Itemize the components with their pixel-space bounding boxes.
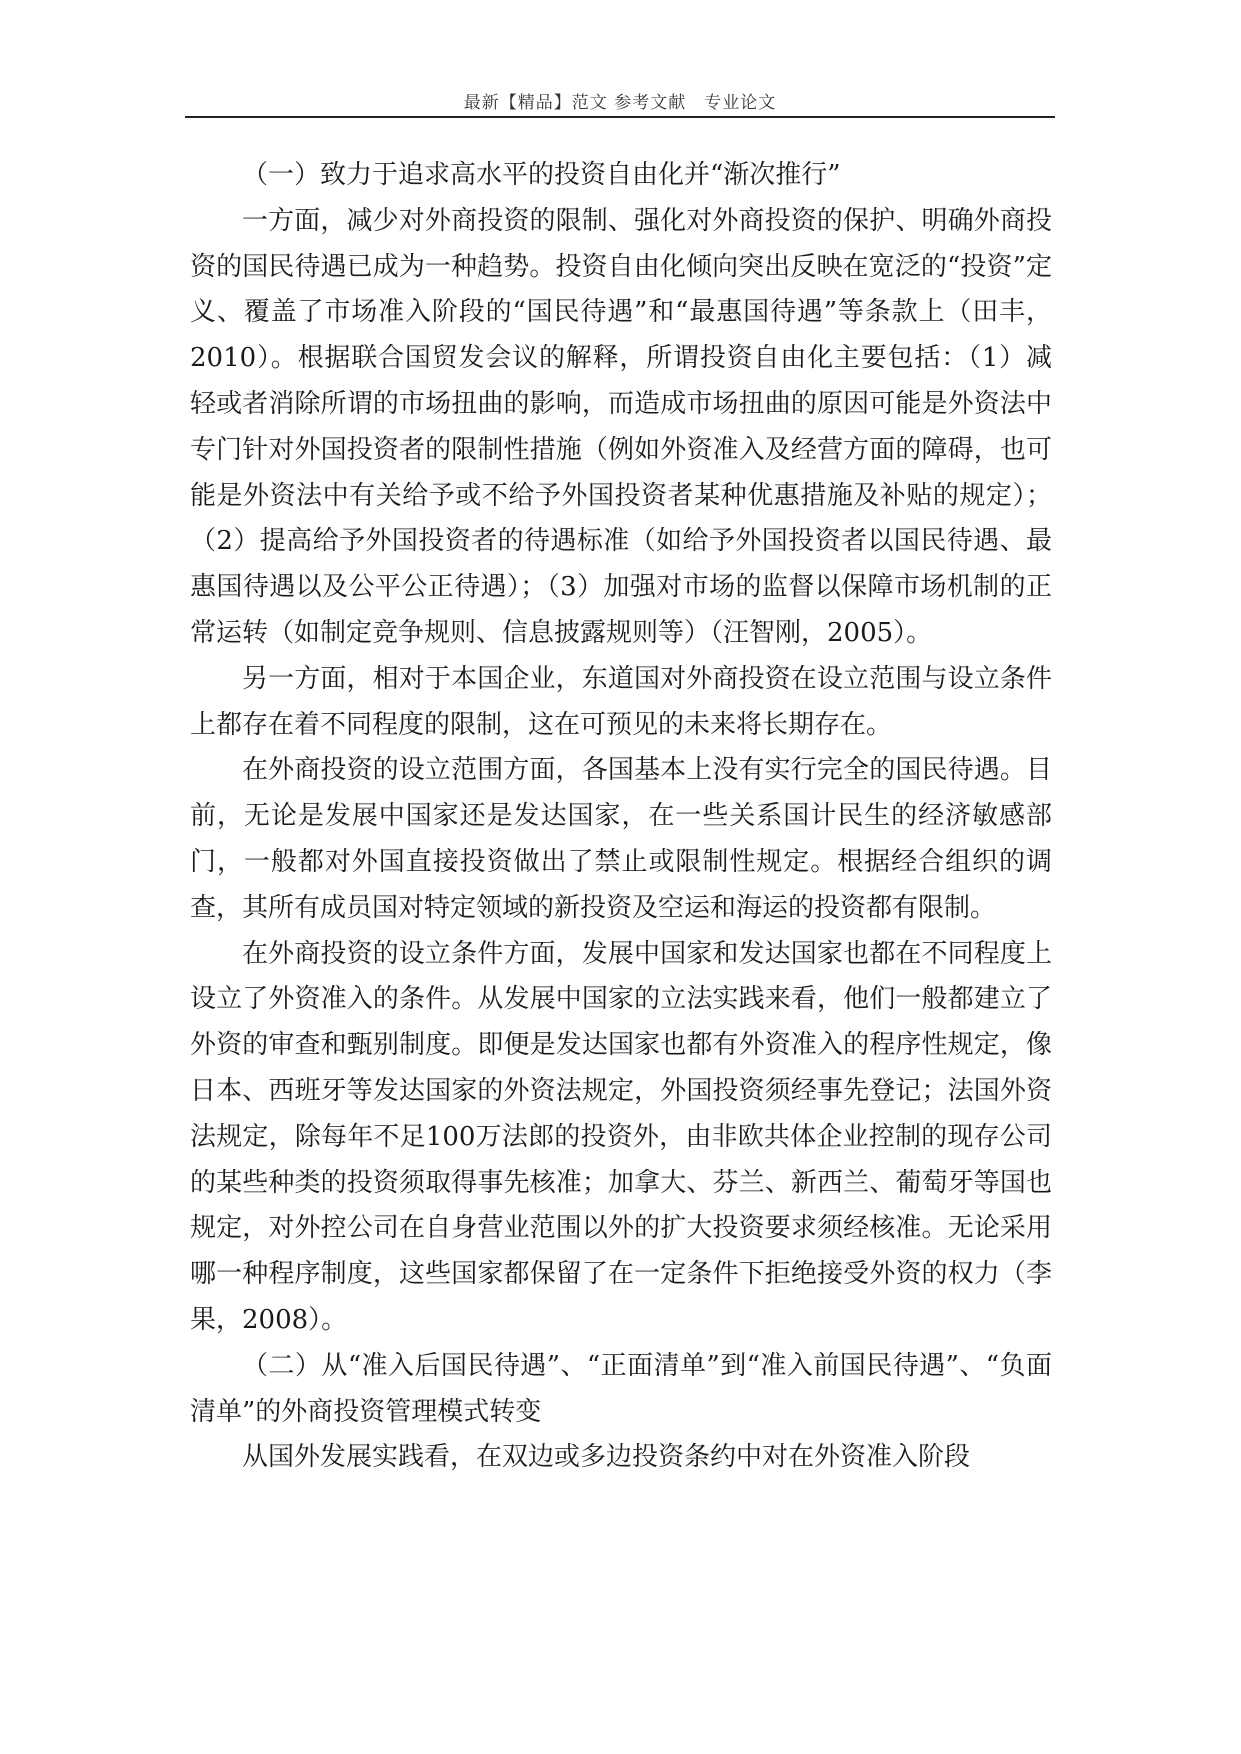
header-divider bbox=[185, 116, 1055, 118]
page-header: 最新【精品】范文 参考文献 专业论文 bbox=[463, 93, 777, 113]
body-paragraph: 在外商投资的设立条件方面，发展中国家和发达国家也都在不同程度上设立了外资准入的条件。从发展中国家的立法实践来看，他们一般都建立了外资的审查和甄别制度。即便是发达国家也都有外资准入的程序性规定，像日本、西班牙等发达国家的外资法规定，外国投资须经事先登记；法国外资法规定，除每年不足100万法郎的投资外，由非欧共体企业控制的现存公司的某些种类的投资须取得事先核准；加拿大、芬兰、新西兰、葡萄牙等国也规定，对外控公司在自身营业范围以外的扩大投资要求须经核准。无论采用哪一种程序制度，这些国家都保留了在一定条件下拒绝接受外资的权力（李果，2008）。 bbox=[190, 938, 1052, 1335]
body-paragraph: 一方面，减少对外商投资的限制、强化对外商投资的保护、明确外商投资的国民待遇已成为一种趋势。投资自由化倾向突出反映在宽泛的“投资”定义、覆盖了市场准入阶段的“国民待遇”和“最惠国待遇”等条款上（田丰，2010）。根据联合国贸发会议的解释，所谓投资自由化主要包括：（1）减轻或者消除所谓的市场扭曲的影响，而造成市场扭曲的原因可能是外资法中专门针对外国投资者的限制性措施（例如外资准入及经营方面的障碍，也可能是外资法中有关给予或不给予外国投资者某种优惠措施及补贴的规定）；（2）提高给予外国投资者的待遇标准（如给予外国投资者以国民待遇、最惠国待遇以及公平公正待遇）；（3）加强对市场的监督以保障市场机制的正常运转（如制定竞争规则、信息披露规则等）（汪智刚，2005）。 bbox=[190, 205, 1052, 648]
document-body bbox=[190, 153, 1052, 1481]
section-heading-2: （二）从“准入后国民待遇”、“正面清单”到“准入前国民待遇”、“负面清单”的外商投资管理模式转变 bbox=[190, 1350, 1052, 1427]
body-paragraph: 从国外发展实践看，在双边或多边投资条约中对在外资准入阶段 bbox=[242, 1442, 971, 1473]
section-heading-1: （一）致力于追求高水平的投资自由化并“渐次推行” bbox=[242, 160, 841, 190]
body-paragraph: 另一方面，相对于本国企业，东道国对外商投资在设立范围与设立条件上都存在着不同程度的限制，这在可预见的未来将长期存在。 bbox=[190, 663, 1052, 740]
body-paragraph: 在外商投资的设立范围方面，各国基本上没有实行完全的国民待遇。目前，无论是发展中国家还是发达国家，在一些关系国计民生的经济敏感部门，一般都对外国直接投资做出了禁止或限制性规定。根据经合组织的调查，其所有成员国对特定领域的新投资及空运和海运的投资都有限制。 bbox=[190, 755, 1052, 923]
